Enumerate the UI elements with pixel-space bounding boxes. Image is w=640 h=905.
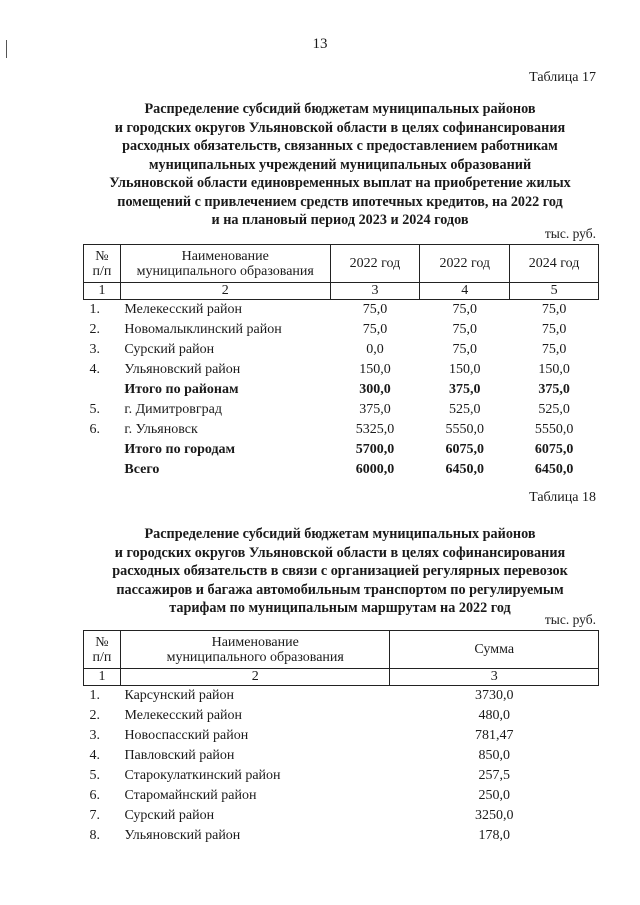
row-number: 7.: [89, 808, 100, 823]
row-name: Итого по городам: [124, 442, 236, 457]
index-cell: 4: [420, 283, 510, 300]
row-number: [84, 460, 121, 480]
row-value-2023: 6075,0: [445, 442, 484, 457]
header-name: [120, 245, 330, 283]
table18: [83, 630, 599, 846]
row-name: Новомалыклинский район: [124, 322, 282, 337]
row-number: 4.: [89, 362, 100, 377]
row-sum: 250,0: [478, 788, 510, 803]
table-row: [84, 420, 599, 440]
page-number: 13: [312, 36, 328, 52]
row-value-2024: 5550,0: [534, 422, 574, 437]
index-cell: 3: [330, 283, 420, 300]
header-2024: 2024 год: [510, 245, 599, 283]
row-value-2023: 75,0: [452, 342, 477, 357]
row-number: 3.: [89, 342, 100, 357]
row-name: Старокулаткинский район: [124, 768, 281, 783]
row-name: Карсунский район: [124, 688, 235, 703]
table-row: [84, 400, 599, 420]
header-name-line2: муниципального образования: [136, 263, 314, 279]
row-value-2022: 0,0: [366, 342, 384, 357]
row-sum: 178,0: [478, 828, 510, 843]
header-2022b: 2022 год: [420, 245, 510, 283]
table18-title-line: Распределение субсидий бюджетам муниципальных районов: [144, 526, 536, 542]
table-row: [84, 380, 599, 400]
row-number: 6.: [89, 422, 100, 437]
row-value-2024: 525,0: [538, 402, 570, 417]
table-row: [84, 686, 599, 707]
row-name: Сурский район: [124, 808, 215, 823]
row-value-2023: 5550,0: [445, 422, 484, 437]
row-number: 4.: [89, 748, 100, 763]
header-name-line1: Наименование: [211, 634, 299, 650]
table18-caption: Таблица 18: [529, 490, 596, 505]
row-value-2024: 150,0: [538, 362, 570, 377]
header-num: [84, 631, 121, 669]
table18-title: [70, 525, 610, 618]
row-number: 6.: [89, 788, 100, 803]
row-number: 3.: [89, 728, 100, 743]
table17-title-line: Ульяновской области единовременных выплат на приобретение жилых: [109, 175, 571, 191]
row-sum: 781,47: [474, 728, 514, 743]
table-row: [84, 826, 599, 846]
row-number: 5.: [89, 402, 100, 417]
header-name-line1: Наименование: [181, 248, 269, 264]
index-cell: 1: [84, 669, 121, 686]
row-value-2024: 6075,0: [534, 442, 574, 457]
header-sum: Сумма: [390, 631, 599, 669]
row-name: Ульяновский район: [124, 362, 241, 377]
row-number: 2.: [89, 708, 100, 723]
index-cell: 5: [510, 283, 599, 300]
row-value-2024: 75,0: [541, 342, 567, 357]
row-value-2024: 75,0: [541, 322, 567, 337]
row-name: Итого по районам: [124, 382, 239, 397]
row-name: Ульяновский район: [124, 828, 241, 843]
row-name: Сурский район: [124, 342, 215, 357]
row-value-2023: 75,0: [452, 302, 477, 317]
header-name: [120, 631, 390, 669]
row-value-2023: 150,0: [449, 362, 481, 377]
row-name: Старомайнский район: [124, 788, 257, 803]
header-num-line1: №: [95, 248, 109, 264]
table17-caption: Таблица 17: [529, 70, 596, 85]
row-value-2022: 5700,0: [355, 442, 395, 457]
row-sum: 850,0: [478, 748, 510, 763]
table18-title-line: и городских округов Ульяновской области в целях софинансирования: [114, 544, 566, 561]
table-row: [84, 320, 599, 340]
row-value-2022: 75,0: [362, 302, 388, 317]
row-sum: 3250,0: [474, 808, 514, 823]
index-cell: 3: [390, 669, 599, 686]
table17-title-line: и городских округов Ульяновской области в целях софинансирования: [114, 119, 566, 136]
row-value-2022: 6000,0: [355, 462, 395, 477]
row-name: Мелекесский район: [124, 302, 243, 317]
row-name: г. Ульяновск: [124, 422, 198, 437]
table18-title-line: расходных обязательств в связи с организацией регулярных перевозок: [112, 563, 568, 579]
table-row: [84, 766, 599, 786]
row-value-2024: 6450,0: [534, 462, 574, 477]
row-value-2022: 150,0: [359, 362, 391, 377]
header-num-line1: №: [95, 634, 109, 650]
table-row: [84, 706, 599, 726]
table-row: [84, 726, 599, 746]
row-value-2023: 75,0: [452, 322, 477, 337]
row-sum: 480,0: [478, 708, 510, 723]
row-name: Мелекесский район: [124, 708, 243, 723]
row-value-2023: 375,0: [449, 382, 481, 397]
row-number: [84, 440, 121, 460]
header-name-line2: муниципального образования: [166, 649, 344, 665]
row-number: 8.: [89, 828, 100, 843]
header-2022: 2022 год: [330, 245, 420, 283]
header-num-line2: п/п: [92, 263, 112, 279]
table-row: [84, 746, 599, 766]
row-number: 2.: [89, 322, 100, 337]
table17-title-line: расходных обязательств, связанных с предоставлением работникам: [122, 138, 558, 154]
row-value-2022: 75,0: [362, 322, 388, 337]
table17-units: тыс. руб.: [544, 226, 596, 241]
header-num: [84, 245, 121, 283]
table-row: [84, 440, 599, 460]
table-row: [84, 360, 599, 380]
table18-units: тыс. руб.: [544, 612, 596, 627]
index-cell: 1: [84, 283, 121, 300]
row-value-2022: 375,0: [359, 402, 391, 417]
row-value-2022: 5325,0: [355, 422, 395, 437]
table17-title-line: муниципальных учреждений муниципальных образований: [148, 156, 532, 173]
row-name: Новоспасский район: [124, 728, 249, 743]
index-cell: 2: [120, 283, 330, 300]
table-row: [84, 806, 599, 826]
row-value-2023: 6450,0: [445, 462, 484, 477]
table17-title-line: Распределение субсидий бюджетам муниципальных районов: [144, 101, 536, 117]
table-row: [84, 460, 599, 480]
table18-title-line: тарифам по муниципальным маршрутам на 2022 год: [169, 600, 511, 616]
table17-title-line: помещений с привлечением средств ипотечных кредитов, на 2022 год: [117, 193, 563, 210]
table-row: [84, 300, 599, 321]
row-value-2024: 75,0: [541, 302, 567, 317]
table17-title-line: и на плановый период 2023 и 2024 годов: [211, 212, 469, 228]
row-name: Всего: [124, 462, 160, 477]
row-name: Павловский район: [124, 748, 235, 763]
table-row: [84, 786, 599, 806]
table17-title: [70, 100, 610, 230]
row-number: 5.: [89, 768, 100, 783]
row-sum: 3730,0: [474, 688, 514, 703]
table18-title-line: пассажиров и багажа автомобильным транспортом по регулируемым: [116, 581, 564, 598]
row-value-2024: 375,0: [538, 382, 570, 397]
row-sum: 257,5: [478, 768, 510, 783]
header-num-line2: п/п: [92, 649, 112, 665]
row-name: г. Димитровград: [124, 402, 222, 417]
row-number: 1.: [89, 302, 100, 317]
row-number: [84, 380, 121, 400]
index-cell: 2: [120, 669, 390, 686]
table17: [83, 244, 599, 480]
row-value-2022: 300,0: [359, 382, 391, 397]
row-value-2023: 525,0: [449, 402, 481, 417]
row-number: 1.: [89, 688, 100, 703]
table-row: [84, 340, 599, 360]
